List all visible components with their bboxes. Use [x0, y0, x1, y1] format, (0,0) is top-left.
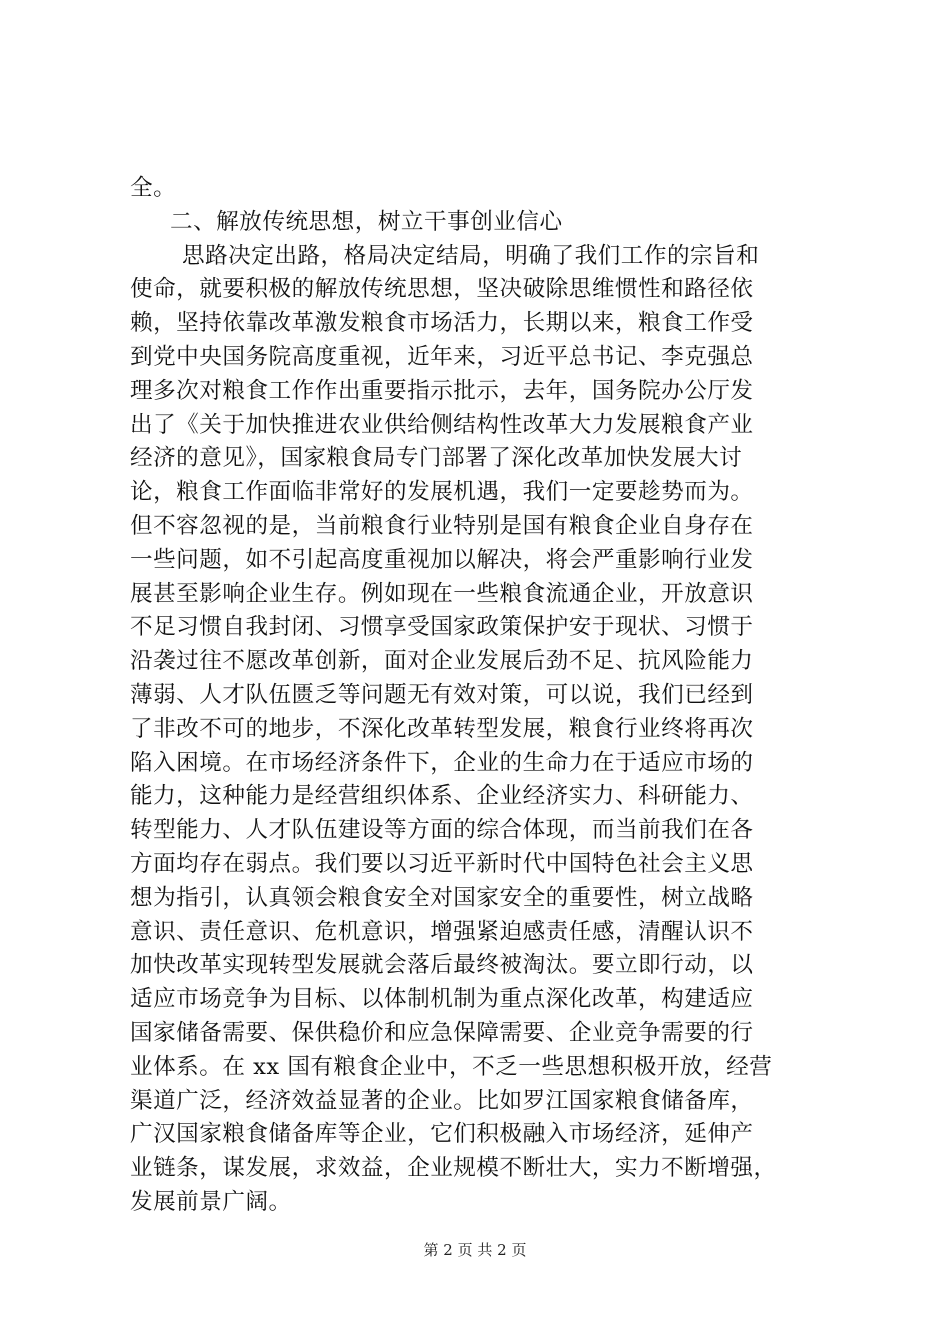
- text-line: 陷入困境。在市场经济条件下，企业的生命力在于适应市场的: [130, 749, 754, 776]
- text-line: 薄弱、人才队伍匮乏等问题无有效对策，可以说，我们已经到: [130, 681, 754, 708]
- text-line: 国家储备需要、保供稳价和应急保障需要、企业竞争需要的行: [130, 1019, 754, 1046]
- text-line: 但不容忽视的是，当前粮食行业特别是国有粮食企业自身存在: [130, 512, 754, 539]
- text-line: 到党中央国务院高度重视，近年来，习近平总书记、李克强总: [130, 343, 754, 370]
- text-line: 经济的意见》，国家粮食局专门部署了深化改革加快发展大讨: [130, 445, 743, 472]
- text-line: 适应市场竞争为目标、以体制机制为重点深化改革，构建适应: [130, 986, 754, 1013]
- section-heading: 二、解放传统思想，树立干事创业信心: [170, 208, 563, 235]
- text-line: 加快改革实现转型发展就会落后最终被淘汰。要立即行动，以: [130, 952, 754, 979]
- text-line: 理多次对粮食工作作出重要指示批示，去年，国务院办公厅发: [130, 377, 754, 404]
- text-line: 发展前景广阔。: [130, 1188, 292, 1215]
- text-line: 论，粮食工作面临非常好的发展机遇，我们一定要趁势而为。: [130, 479, 754, 506]
- text-line: 能力，这种能力是经营组织体系、企业经济实力、科研能力、: [130, 783, 754, 810]
- text-line: 不足习惯自我封闭、习惯享受国家政策保护安于现状、习惯于: [130, 614, 754, 641]
- text-line: 思路决定出路，格局决定结局，明确了我们工作的宗旨和: [182, 242, 760, 269]
- text-line: 转型能力、人才队伍建设等方面的综合体现，而当前我们在各: [130, 817, 754, 844]
- text-line: 意识、责任意识、危机意识，增强紧迫感责任感，清醒认识不: [130, 918, 754, 945]
- text-line: 想为指引，认真领会粮食安全对国家安全的重要性，树立战略: [130, 884, 754, 911]
- text-line: 一些问题，如不引起高度重视加以解决，将会严重影响行业发: [130, 546, 754, 573]
- page-footer: [0, 1240, 950, 1260]
- text-line: 渠道广泛，经济效益显著的企业。比如罗江国家粮食储备库，: [130, 1087, 754, 1114]
- text-line: 了非改不可的地步，不深化改革转型发展，粮食行业终将再次: [130, 715, 754, 742]
- text-line: 业链条，谋发展，求效益，企业规模不断壮大，实力不断增强，: [130, 1155, 777, 1182]
- document-body: [130, 172, 830, 1220]
- text-line: 出了《关于加快推进农业供给侧结构性改革大力发展粮食产业: [130, 411, 754, 438]
- text-line: 展甚至影响企业生存。例如现在一些粮食流通企业，开放意识: [130, 580, 754, 607]
- text-line: 沿袭过往不愿改革创新，面对企业发展后劲不足、抗风险能力: [130, 648, 754, 675]
- text-line: 全。: [130, 175, 177, 201]
- text-line: 方面均存在弱点。我们要以习近平新时代中国特色社会主义思: [130, 850, 754, 877]
- page-number: 第 2 页 共 2 页: [423, 1241, 527, 1259]
- text-line: 赖，坚持依靠改革激发粮食市场活力，长期以来，粮食工作受: [130, 310, 754, 337]
- text-line: 广汉国家粮食储备库等企业，它们积极融入市场经济，延伸产: [130, 1121, 754, 1148]
- text-line: 业体系。在 xx 国有粮食企业中，不乏一些思想积极开放，经营: [130, 1053, 773, 1080]
- text-line: 使命，就要积极的解放传统思想，坚决破除思维惯性和路径依: [130, 276, 754, 303]
